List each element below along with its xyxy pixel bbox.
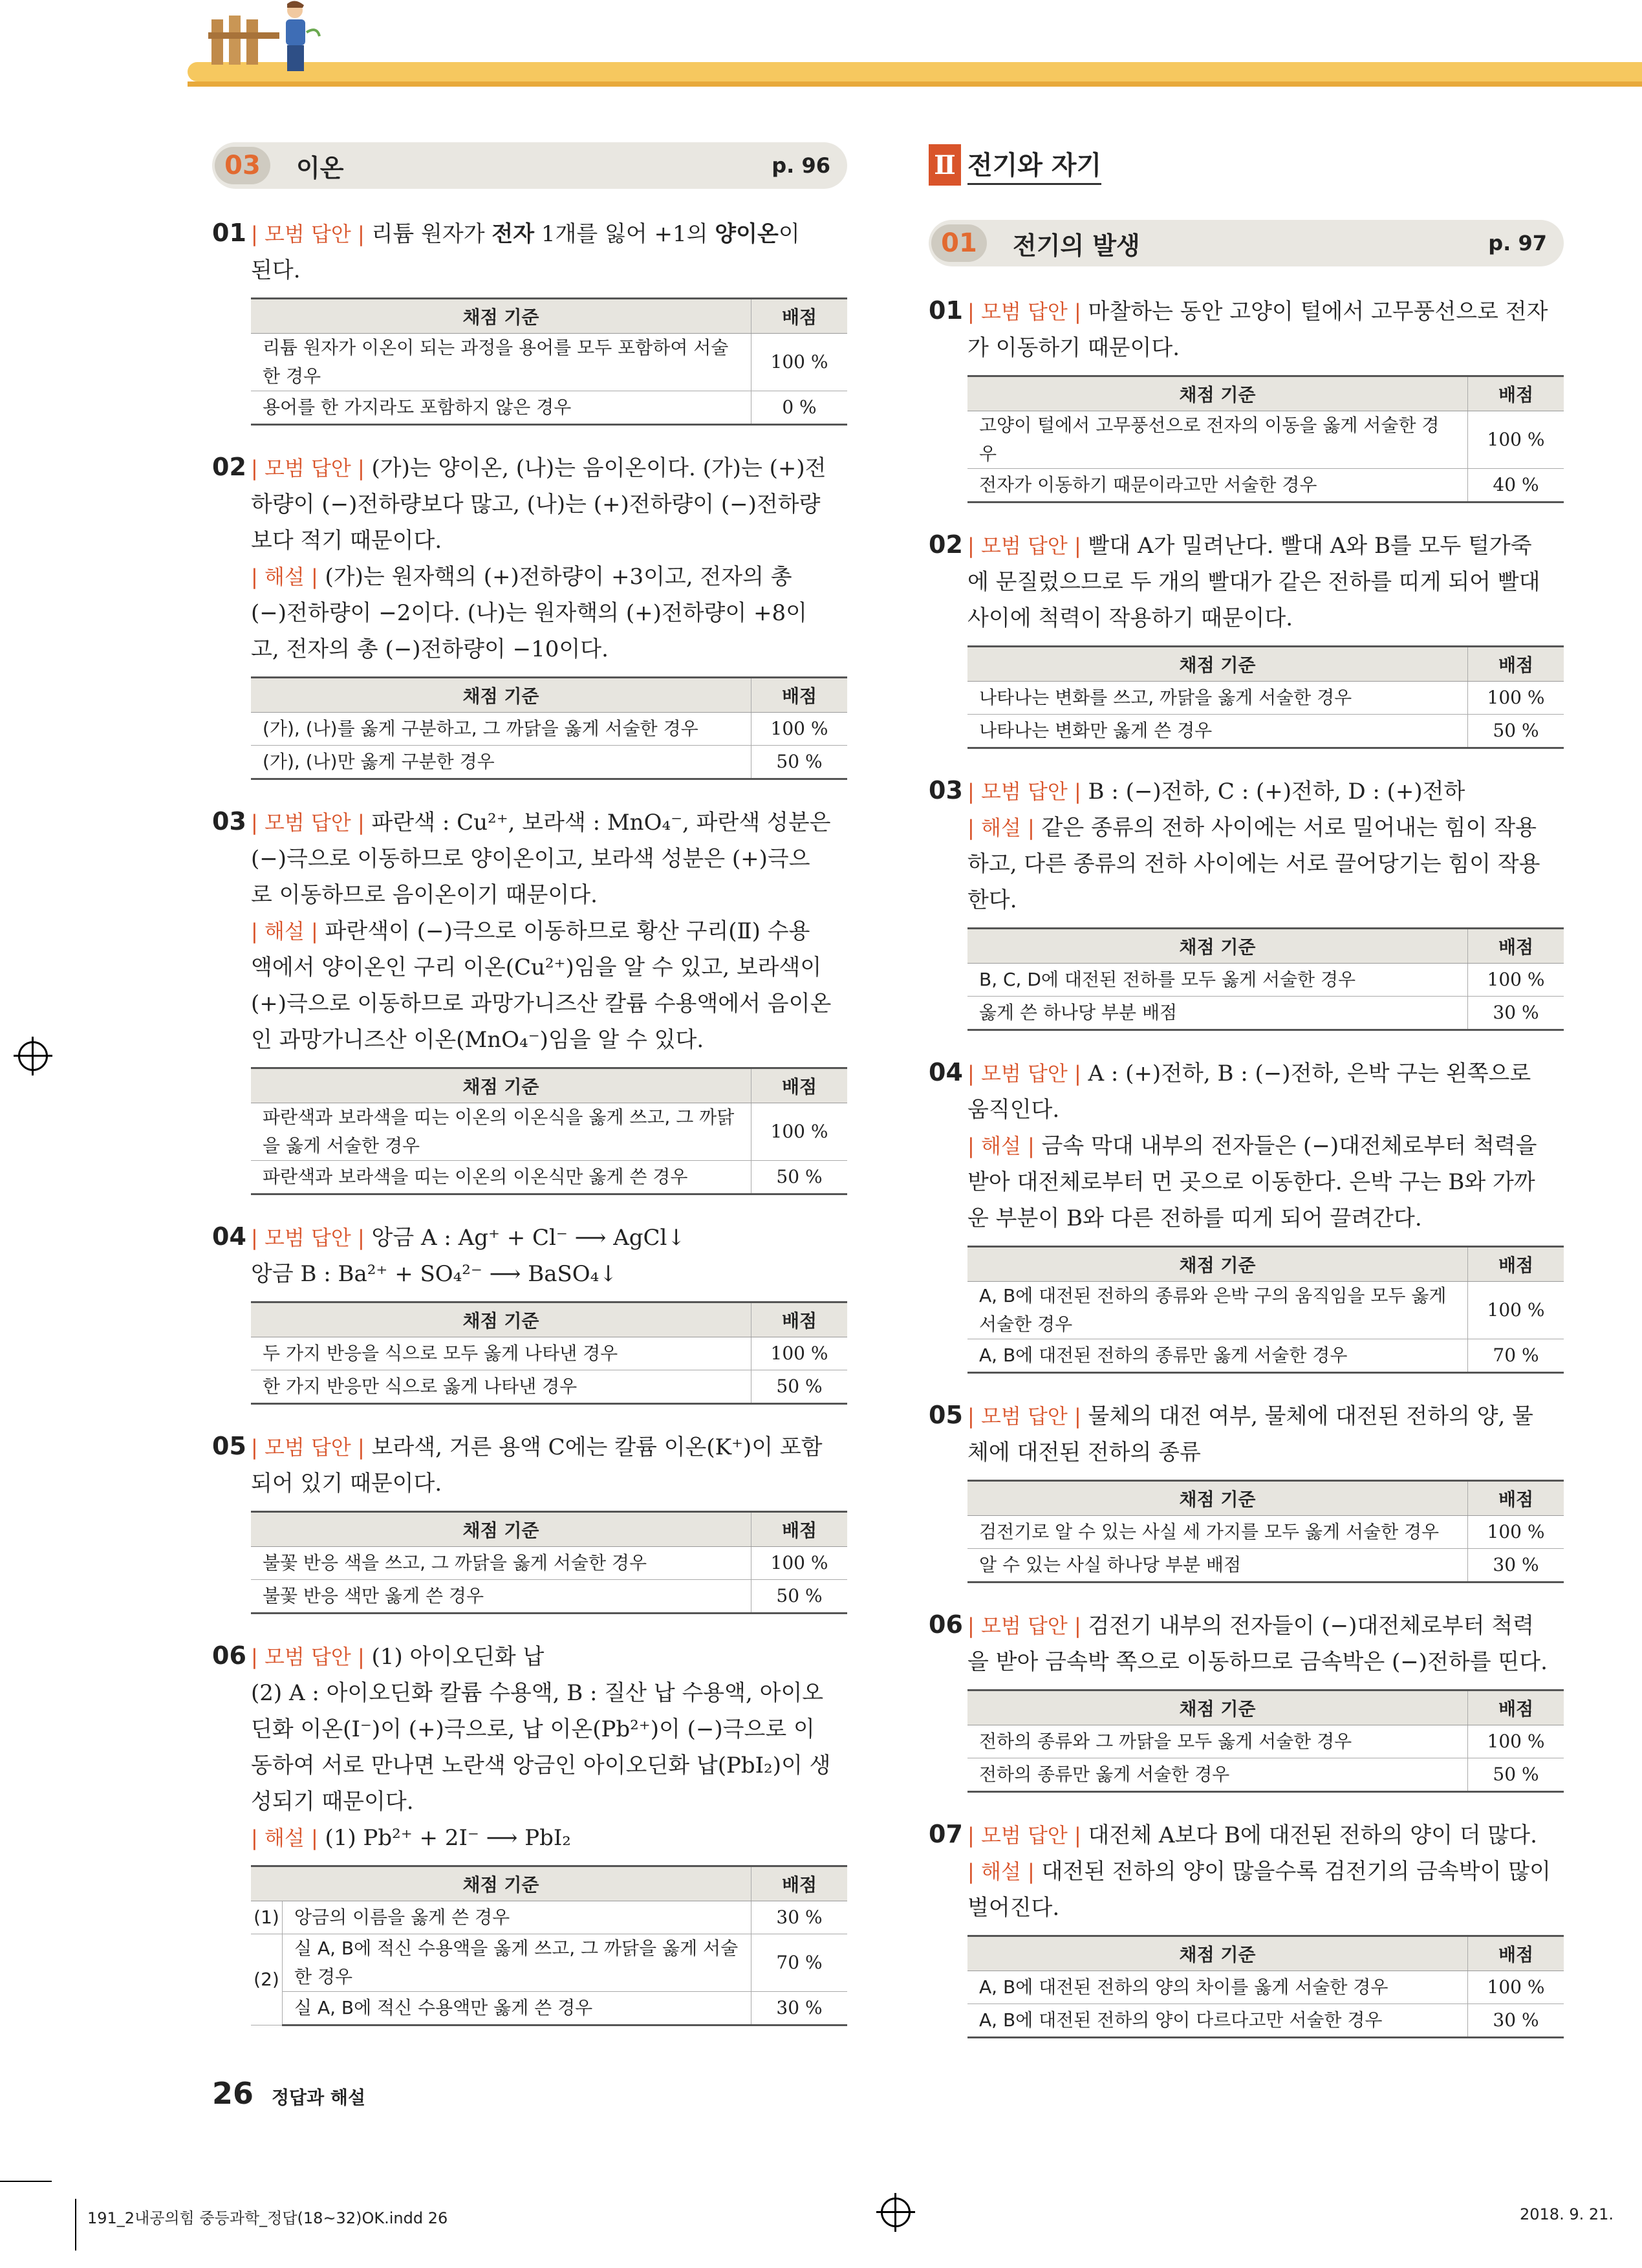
print-filename: 191_2내공의힘 중등과학_정답(18~32)OK.indd 26 <box>87 2209 448 2227</box>
chapter-title: 전기와 자기 <box>967 145 1101 185</box>
page-number: 26 <box>212 2076 254 2111</box>
score: 0 % <box>751 391 848 425</box>
crop-mark <box>75 2199 76 2251</box>
question-06: 06 | 모범 답안 | 검전기 내부의 전자들이 (−)대전체로부터 척력 을 받아 금속박 쪽으로 이동하므로 금속박은 (−)전하를 띤다. 채점 기준 배점 전하의 종류와 그 까닭을 모두 옳게 서술한 경우 100 % 전하의 종류만 옳게 서술한 경우 50 % <box>929 1606 1564 1793</box>
grading-table: 채점 기준 배점 (1) 앙금의 이름을 옳게 쓴 경우 30 % (2) 실 A, B에 적신 수용액을 옳게 쓰고, 그 까닭을 옳게 서술한 경우 70 % 실 A, B에 적신 수용액만 옳게 쓴 경우 30 % <box>251 1865 847 2026</box>
section-header <box>929 220 1564 266</box>
grading-table: 채점 기준 배점 리튬 원자가 이온이 되는 과정을 용어를 모두 포함하여 서술한 경우 100 % 용어를 한 가지라도 포함하지 않은 경우 0 % <box>251 297 847 426</box>
question-02: 02 | 모범 답안 | 빨대 A가 밀려난다. 빨대 A와 B를 모두 털가죽 에 문질렀으므로 두 개의 빨대가 같은 전하를 띠게 되어 빨대 사이에 척력이 작용하기 때문이다. 채점 기준 배점 나타나는 변화를 쓰고, 까닭을 옳게 서술한 경우 100 % 나타나는 변화만 옳게 쓴 경우 50 % <box>929 526 1564 749</box>
chapter-header <box>929 142 1564 188</box>
fence-illustration <box>208 13 279 65</box>
score: 100 % <box>751 334 848 391</box>
question-06: 06 | 모범 답안 | (1) 아이오딘화 납 (2) A : 아이오딘화 칼륨 수용액, B : 질산 납 수용액, 아이오 딘화 이온(I⁻)이 (+)극으로, 납 이온(Pb²⁺)이 (−)극으로 이 동하여 서로 만나면 노란색 앙금인 아이오딘화 납(PbI₂)이 생 성되기 때문이다. | 해설 | (1) Pb²⁺ + 2I⁻ ⟶ PbI₂ 채점 기준 배점 (1) 앙금의 이름을 옳게 쓴 경우 30 % (2) 실 A, B에 적신 수용액을 옳게 쓰고, 그 까닭을 옳게 서술한 경우 70 % 실 A, B에 적신 수용액만 옳게 쓴 경우 30 % <box>212 1637 847 2026</box>
section-number: 01 <box>931 224 987 262</box>
grading-table: 채점 기준 배점 불꽃 반응 색을 쓰고, 그 까닭을 옳게 서술한 경우 100 % 불꽃 반응 색만 옳게 쓴 경우 50 % <box>251 1511 847 1614</box>
criterion: 리튬 원자가 이온이 되는 과정을 용어를 모두 포함하여 서술한 경우 <box>251 334 751 391</box>
grading-table: 채점 기준 배점 고양이 털에서 고무풍선으로 전자의 이동을 옳게 서술한 경우 100 % 전자가 이동하기 때문이라고만 서술한 경우 40 % <box>967 375 1564 503</box>
section-page: p. 96 <box>772 153 830 178</box>
question-01: 01 | 모범 답안 | 리튬 원자가 전자 1개를 잃어 +1의 양이온이 된다. 채점 기준 배점 리튬 원자가 이온이 되는 과정을 용어를 모두 포함하여 서술한 경우 100 % 용어를 한 가지라도 포함하지 않은 경우 0 % <box>212 215 847 426</box>
grading-table: 채점 기준 배점 나타나는 변화를 쓰고, 까닭을 옳게 서술한 경우 100 % 나타나는 변화만 옳게 쓴 경우 50 % <box>967 645 1564 749</box>
section-title: 전기의 발생 <box>1013 231 1140 260</box>
grading-table: 채점 기준 배점 전하의 종류와 그 까닭을 모두 옳게 서술한 경우 100 % 전하의 종류만 옳게 서술한 경우 50 % <box>967 1689 1564 1793</box>
answer-text: 리튬 원자가 <box>371 221 492 247</box>
question-04: 04 | 모범 답안 | A : (+)전하, B : (−)전하, 은박 구는 왼쪽으로 움직인다. | 해설 | 금속 막대 내부의 전자들은 (−)대전체로부터 척력을 받아 대전체로부터 먼 곳으로 이동한다. 은박 구는 B와 가까 운 부분이 B와 다른 전하를 띠게 되어 끌려간다. 채점 기준 배점 A, B에 대전된 전하의 종류와 은박 구의 움직임을 모두 옳게 서술한 경우 100 % A, B에 대전된 전하의 종류만 옳게 서술한 경우 70 % <box>929 1054 1564 1374</box>
criterion: 용어를 한 가지라도 포함하지 않은 경우 <box>251 391 751 425</box>
crop-mark <box>0 2181 52 2182</box>
top-banner-shadow <box>188 81 1642 87</box>
question-07: 07 | 모범 답안 | 대전체 A보다 B에 대전된 전하의 양이 더 많다. | 해설 | 대전된 전하의 양이 많을수록 검전기의 금속박이 많이 벌어진다. 채점 기준 배점 A, B에 대전된 전하의 양의 차이를 옳게 서술한 경우 100 % A, B에 대전된 전하의 양이 다르다고만 서술한 경우 30 % <box>929 1816 1564 2038</box>
question-04: 04 | 모범 답안 | 앙금 A : Ag⁺ + Cl⁻ ⟶ AgCl↓ 앙금 B : Ba²⁺ + SO₄²⁻ ⟶ BaSO₄↓ 채점 기준 배점 두 가지 반응을 식으로 모두 옳게 나타낸 경우 100 % 한 가지 반응만 식으로 옳게 나타낸 경우 50 % <box>212 1218 847 1405</box>
chapter-number: Ⅱ <box>929 144 961 186</box>
print-date: 2018. 9. 21. <box>1520 2205 1614 2223</box>
question-02: 02 | 모범 답안 | (가)는 양이온, (나)는 음이온이다. (가)는 (+)전 하량이 (−)전하량보다 많고, (나)는 (+)전하량이 (−)전하량 보다 적기 때문이다. | 해설 | (가)는 원자핵의 (+)전하량이 +3이고, 전자의 총 (−)전하량이 −2이다. (나)는 원자핵의 (+)전하량이 +8이 고, 전자의 총 (−)전하량이 −10이다. 채점 기준 배점 (가), (나)를 옳게 구분하고, 그 까닭을 옳게 서술한 경우 100 % (가), (나)만 옳게 구분한 경우 50 % <box>212 449 847 780</box>
grading-table: 채점 기준 배점 두 가지 반응을 식으로 모두 옳게 나타낸 경우 100 % 한 가지 반응만 식으로 옳게 나타낸 경우 50 % <box>251 1301 847 1405</box>
top-banner <box>188 62 1642 81</box>
left-column <box>212 142 847 2049</box>
question-number: 01 <box>212 219 246 247</box>
grading-table: 채점 기준 배점 (가), (나)를 옳게 구분하고, 그 까닭을 옳게 서술한 경우 100 % (가), (나)만 옳게 구분한 경우 50 % <box>251 676 847 780</box>
answer-tag: | 모범 답안 | <box>251 222 365 246</box>
answer-text: 된다. <box>251 257 301 283</box>
registration-mark-icon <box>881 2198 911 2227</box>
question-05: 05 | 모범 답안 | 보라색, 거른 용액 C에는 칼륨 이온(K⁺)이 포함 되어 있기 때문이다. 채점 기준 배점 불꽃 반응 색을 쓰고, 그 까닭을 옳게 서술한 경우 100 % 불꽃 반응 색만 옳게 쓴 경우 50 % <box>212 1428 847 1614</box>
question-05: 05 | 모범 답안 | 물체의 대전 여부, 물체에 대전된 전하의 양, 물 체에 대전된 전하의 종류 채점 기준 배점 검전기로 알 수 있는 사실 세 가지를 모두 옳게 서술한 경우 100 % 알 수 있는 사실 하나당 부분 배점 30 % <box>929 1397 1564 1583</box>
question-03: 03 | 모범 답안 | B : (−)전하, C : (+)전하, D : (+)전하 | 해설 | 같은 종류의 전하 사이에는 서로 밀어내는 힘이 작용 하고, 다른 종류의 전하 사이에는 서로 끌어당기는 힘이 작용 한다. 채점 기준 배점 B, C, D에 대전된 전하를 모두 옳게 서술한 경우 100 % 옳게 쓴 하나당 부분 배점 30 % <box>929 772 1564 1031</box>
grading-table: 채점 기준 배점 파란색과 보라색을 띠는 이온의 이온식을 옳게 쓰고, 그 까닭을 옳게 서술한 경우 100 % 파란색과 보라색을 띠는 이온의 이온식만 옳게 쓴 경우 50 % <box>251 1067 847 1195</box>
section-number: 03 <box>215 147 270 184</box>
section-title: 이온 <box>296 153 344 182</box>
right-column <box>929 142 1564 2062</box>
registration-mark-icon <box>18 1041 48 1071</box>
question-01: 01 | 모범 답안 | 마찰하는 동안 고양이 털에서 고무풍선으로 전자 가 이동하기 때문이다. 채점 기준 배점 고양이 털에서 고무풍선으로 전자의 이동을 옳게 서술한 경우 100 % 전자가 이동하기 때문이라고만 서술한 경우 40 % <box>929 292 1564 503</box>
grading-table: 채점 기준 배점 A, B에 대전된 전하의 종류와 은박 구의 움직임을 모두 옳게 서술한 경우 100 % A, B에 대전된 전하의 종류만 옳게 서술한 경우 70 % <box>967 1246 1564 1374</box>
footer-label: 정답과 해설 <box>272 2087 365 2108</box>
grading-table: 채점 기준 배점 A, B에 대전된 전하의 양의 차이를 옳게 서술한 경우 100 % A, B에 대전된 전하의 양이 다르다고만 서술한 경우 30 % <box>967 1935 1564 2038</box>
grading-table: 채점 기준 배점 B, C, D에 대전된 전하를 모두 옳게 서술한 경우 100 % 옳게 쓴 하나당 부분 배점 30 % <box>967 927 1564 1031</box>
question-03: 03 | 모범 답안 | 파란색 : Cu²⁺, 보라색 : MnO₄⁻, 파란색 성분은 (−)극으로 이동하므로 양이온이고, 보라색 성분은 (+)극으 로 이동하므로 음이온이기 때문이다. | 해설 | 파란색이 (−)극으로 이동하므로 황산 구리(Ⅱ) 수용 액에서 양이온인 구리 이온(Cu²⁺)임을 알 수 있고, 보라색이 (+)극으로 이동하므로 과망가니즈산 칼륨 수용액에서 음이온 인 과망가니즈산 이온(MnO₄⁻)임을 알 수 있다. 채점 기준 배점 파란색과 보라색을 띠는 이온의 이온식을 옳게 쓰고, 그 까닭을 옳게 서술한 경우 100 % 파란색과 보라색을 띠는 이온의 이온식만 옳게 쓴 경우 50 % <box>212 803 847 1195</box>
grading-table: 채점 기준 배점 검전기로 알 수 있는 사실 세 가지를 모두 옳게 서술한 경우 100 % 알 수 있는 사실 하나당 부분 배점 30 % <box>967 1480 1564 1583</box>
section-header <box>212 142 847 189</box>
section-page: p. 97 <box>1488 231 1547 255</box>
farmer-illustration <box>270 0 322 76</box>
